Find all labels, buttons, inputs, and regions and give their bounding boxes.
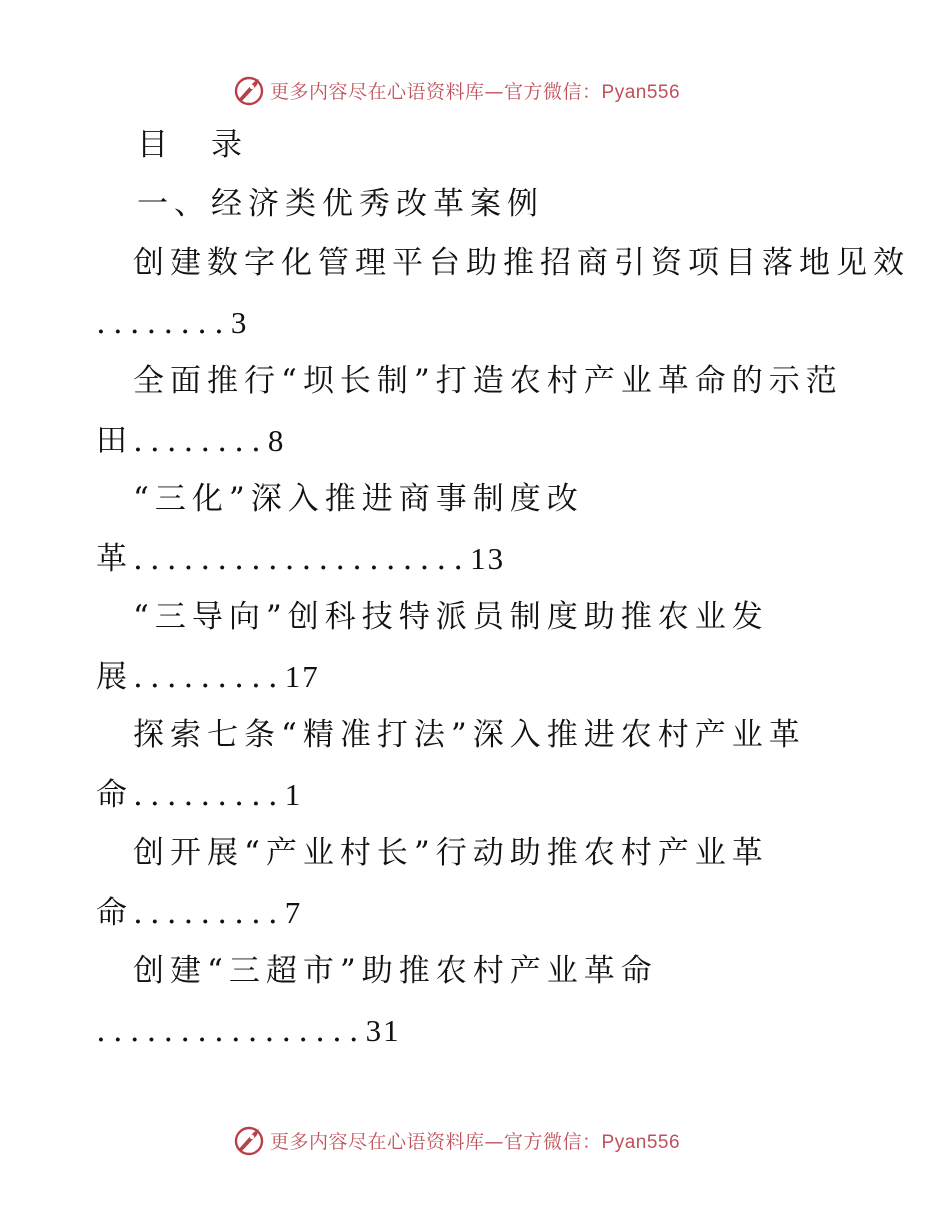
toc-entry-title[interactable]: 创建“三超市”助推农村产业革命 xyxy=(133,953,658,989)
dot-leader: ......... xyxy=(133,895,285,931)
toc-entry-title[interactable]: “三导向”创科技特派员制度助推农业发 xyxy=(133,599,769,635)
toc-entry-leader xyxy=(96,425,285,457)
toc-entry-title[interactable]: 全面推行“坝长制”打造农村产业革命的示范 xyxy=(133,363,843,399)
toc-entry-title[interactable]: 探索七条“精准打法”深入推进农村产业革 xyxy=(133,717,806,753)
toc-entry-title[interactable]: “三化”深入推进商事制度改 xyxy=(133,481,584,517)
wechat-id: Pyan556 xyxy=(601,81,681,103)
dot-leader: ........ xyxy=(133,423,268,459)
wrapped-char: 革 xyxy=(96,541,133,577)
page-number: 3 xyxy=(230,305,249,340)
wrapped-char: 田 xyxy=(96,423,133,459)
page-number: 31 xyxy=(365,1013,401,1048)
section-heading: 一、经济类优秀改革案例 xyxy=(137,186,544,222)
page-number: 17 xyxy=(284,659,320,694)
watermark-text: 更多内容尽在心语资料库—官方微信：Pyan556 xyxy=(270,1130,681,1153)
toc-entry-leader xyxy=(96,543,505,575)
wrapped-char: 命 xyxy=(96,777,133,813)
header-watermark xyxy=(0,70,950,110)
toc-entry-title[interactable]: 创开展“产业村长”行动助推农村产业革 xyxy=(133,835,769,871)
dot-leader: ......... xyxy=(133,777,285,813)
wechat-id: Pyan556 xyxy=(601,1131,681,1153)
dot-leader: ................ xyxy=(96,1013,366,1049)
toc-entry-leader xyxy=(96,661,320,693)
wrapped-char: 展 xyxy=(96,659,133,695)
dot-leader: ......... xyxy=(133,659,285,695)
dot-leader: .................... xyxy=(133,541,471,577)
page-number: 8 xyxy=(267,423,286,458)
page-number: 7 xyxy=(284,895,303,930)
toc-entry-leader xyxy=(96,307,248,339)
wrapped-char: 命 xyxy=(96,895,133,931)
page-number: 1 xyxy=(284,777,303,812)
toc-entry-title[interactable]: 创建数字化管理平台助推招商引资项目落地见效 xyxy=(133,245,910,281)
page-number: 13 xyxy=(470,541,506,576)
toc-title: 目 录 xyxy=(137,127,248,163)
toc-entry-leader xyxy=(96,897,302,929)
pen-logo-icon xyxy=(232,1123,266,1157)
toc-entry-leader xyxy=(96,779,302,811)
watermark-text: 更多内容尽在心语资料库—官方微信：Pyan556 xyxy=(270,80,681,103)
pen-logo-icon xyxy=(232,73,266,107)
dot-leader: ........ xyxy=(96,305,231,341)
toc-entry-leader xyxy=(96,1015,401,1047)
footer-watermark xyxy=(0,1120,950,1160)
